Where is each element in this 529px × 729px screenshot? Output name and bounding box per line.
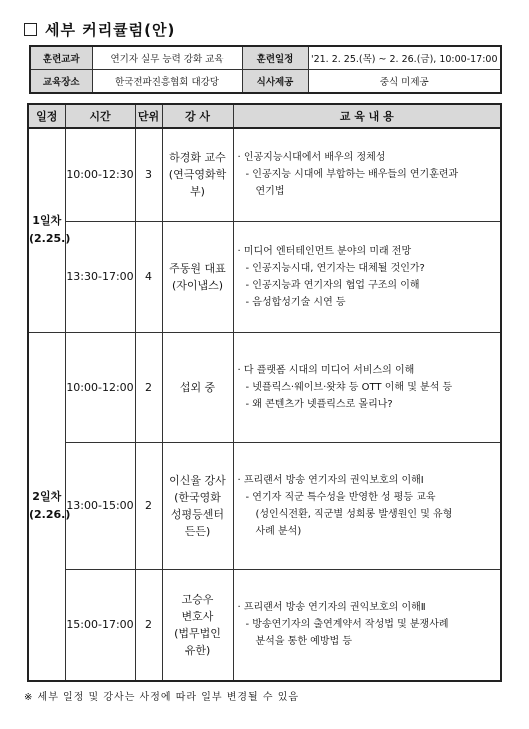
content-line: · 미디어 엔터테인먼트 분야의 미래 전망 (237, 245, 412, 257)
session-time: 10:00-12:00 (65, 332, 135, 442)
session-row (28, 221, 501, 332)
footnote: ※ 세부 일정 및 강사는 사정에 따라 일부 변경될 수 있음 (24, 692, 300, 703)
instructor-line: (법무법인 (174, 626, 221, 640)
instructor-line: (한국영화 (174, 490, 221, 504)
session-content (233, 332, 501, 442)
course-label: 훈련교과 (30, 46, 92, 70)
header-time: 시간 (65, 104, 135, 128)
session-row (28, 569, 501, 681)
meal-value: 중식 미제공 (308, 70, 501, 94)
place-value: 한국전파진흥협회 대강당 (92, 70, 242, 94)
instructor-line: 하경화 교수 (169, 151, 226, 165)
session-instructor (162, 442, 233, 569)
day-date: (2.26.) (29, 508, 71, 522)
instructor-line: 변호사 (181, 609, 214, 623)
session-instructor (162, 128, 233, 221)
meal-label: 식사제공 (242, 70, 308, 94)
place-label: 교육장소 (30, 70, 92, 94)
period-value: '21. 2. 25.(목) ~ 2. 26.(금), 10:00-17:00 (308, 46, 501, 70)
content-line: - 방송연기자의 출연계약서 작성법 및 분쟁사례 (245, 619, 449, 631)
instructor-line: 유한) (184, 643, 211, 657)
content-line: - 연기자 직군 특수성을 반영한 성 평등 교육 (245, 491, 436, 503)
content-line: · 프리랜서 방송 연기자의 권익보호의 이해Ⅱ (237, 602, 426, 614)
content-line: - 인공지능과 연기자의 협업 구조의 이해 (245, 279, 420, 291)
session-content (233, 569, 501, 681)
content-line: (성인식전환, 직군별 성희롱 발생원인 및 유형 (255, 508, 453, 520)
session-content (233, 128, 501, 221)
session-row (28, 442, 501, 569)
course-value: 연기자 실무 능력 강화 교육 (92, 46, 242, 70)
session-unit: 2 (135, 332, 162, 442)
content-line: 연기법 (255, 186, 285, 198)
session-instructor (162, 332, 233, 442)
content-line: · 다 플랫폼 시대의 미디어 서비스의 이해 (237, 364, 415, 376)
day-label: 2일차 (32, 490, 62, 504)
header-unit: 단위 (135, 104, 162, 128)
session-time: 13:00-15:00 (65, 442, 135, 569)
day-label: 1일차 (32, 214, 62, 228)
instructor-line: 든든) (184, 524, 211, 538)
session-row (28, 128, 501, 221)
content-line: - 인공지능시대, 연기자는 대체될 것인가? (245, 262, 425, 274)
content-line: - 음성합성기술 시연 등 (245, 296, 346, 308)
info-row (30, 46, 501, 70)
instructor-line: 고승우 (181, 592, 214, 606)
instructor-line: (자이냅스) (171, 278, 224, 292)
session-time: 13:30-17:00 (65, 221, 135, 332)
day-date: (2.25.) (29, 232, 71, 246)
course-info-table (29, 45, 502, 94)
info-row (30, 70, 501, 94)
instructor-line: 주동원 대표 (169, 261, 226, 275)
session-content (233, 442, 501, 569)
session-instructor (162, 221, 233, 332)
content-line: - 넷플릭스·웨이브·왓챠 등 OTT 이해 및 분석 등 (245, 381, 453, 393)
period-label: 훈련일정 (242, 46, 308, 70)
session-unit: 2 (135, 569, 162, 681)
content-line: - 인공지능 시대에 부합하는 배우들의 연기훈련과 (245, 169, 459, 181)
content-line: 분석을 통한 예방법 등 (255, 636, 352, 648)
session-row (28, 332, 501, 442)
session-unit: 4 (135, 221, 162, 332)
header-content: 교 육 내 용 (233, 104, 501, 128)
schedule-header-row (28, 104, 501, 128)
document-title (24, 18, 175, 40)
content-line: · 프리랜서 방송 연기자의 권익보호의 이해Ⅰ (237, 474, 424, 486)
session-time: 10:00-12:30 (65, 128, 135, 221)
checkbox-icon (24, 23, 37, 36)
content-line: 사례 분석) (255, 525, 302, 537)
content-line: - 왜 콘텐츠가 넷플릭스로 몰리나? (245, 398, 393, 410)
session-time: 15:00-17:00 (65, 569, 135, 681)
header-day: 일정 (28, 104, 65, 128)
title-text: 세부 커리큘럼(안) (45, 20, 176, 39)
session-unit: 3 (135, 128, 162, 221)
header-instructor: 강 사 (162, 104, 233, 128)
instructor-line: 이신율 강사 (169, 473, 226, 487)
content-line: · 인공지능시대에서 배우의 정체성 (237, 152, 386, 164)
day-cell (28, 128, 71, 332)
day-cell (28, 332, 71, 681)
session-content (233, 221, 501, 332)
instructor-line: 섭외 중 (179, 380, 216, 394)
session-instructor (162, 569, 233, 681)
instructor-line: (연극영화학부) (168, 168, 227, 199)
instructor-line: 성평등센터 (170, 507, 225, 521)
schedule-table (27, 103, 502, 682)
session-unit: 2 (135, 442, 162, 569)
